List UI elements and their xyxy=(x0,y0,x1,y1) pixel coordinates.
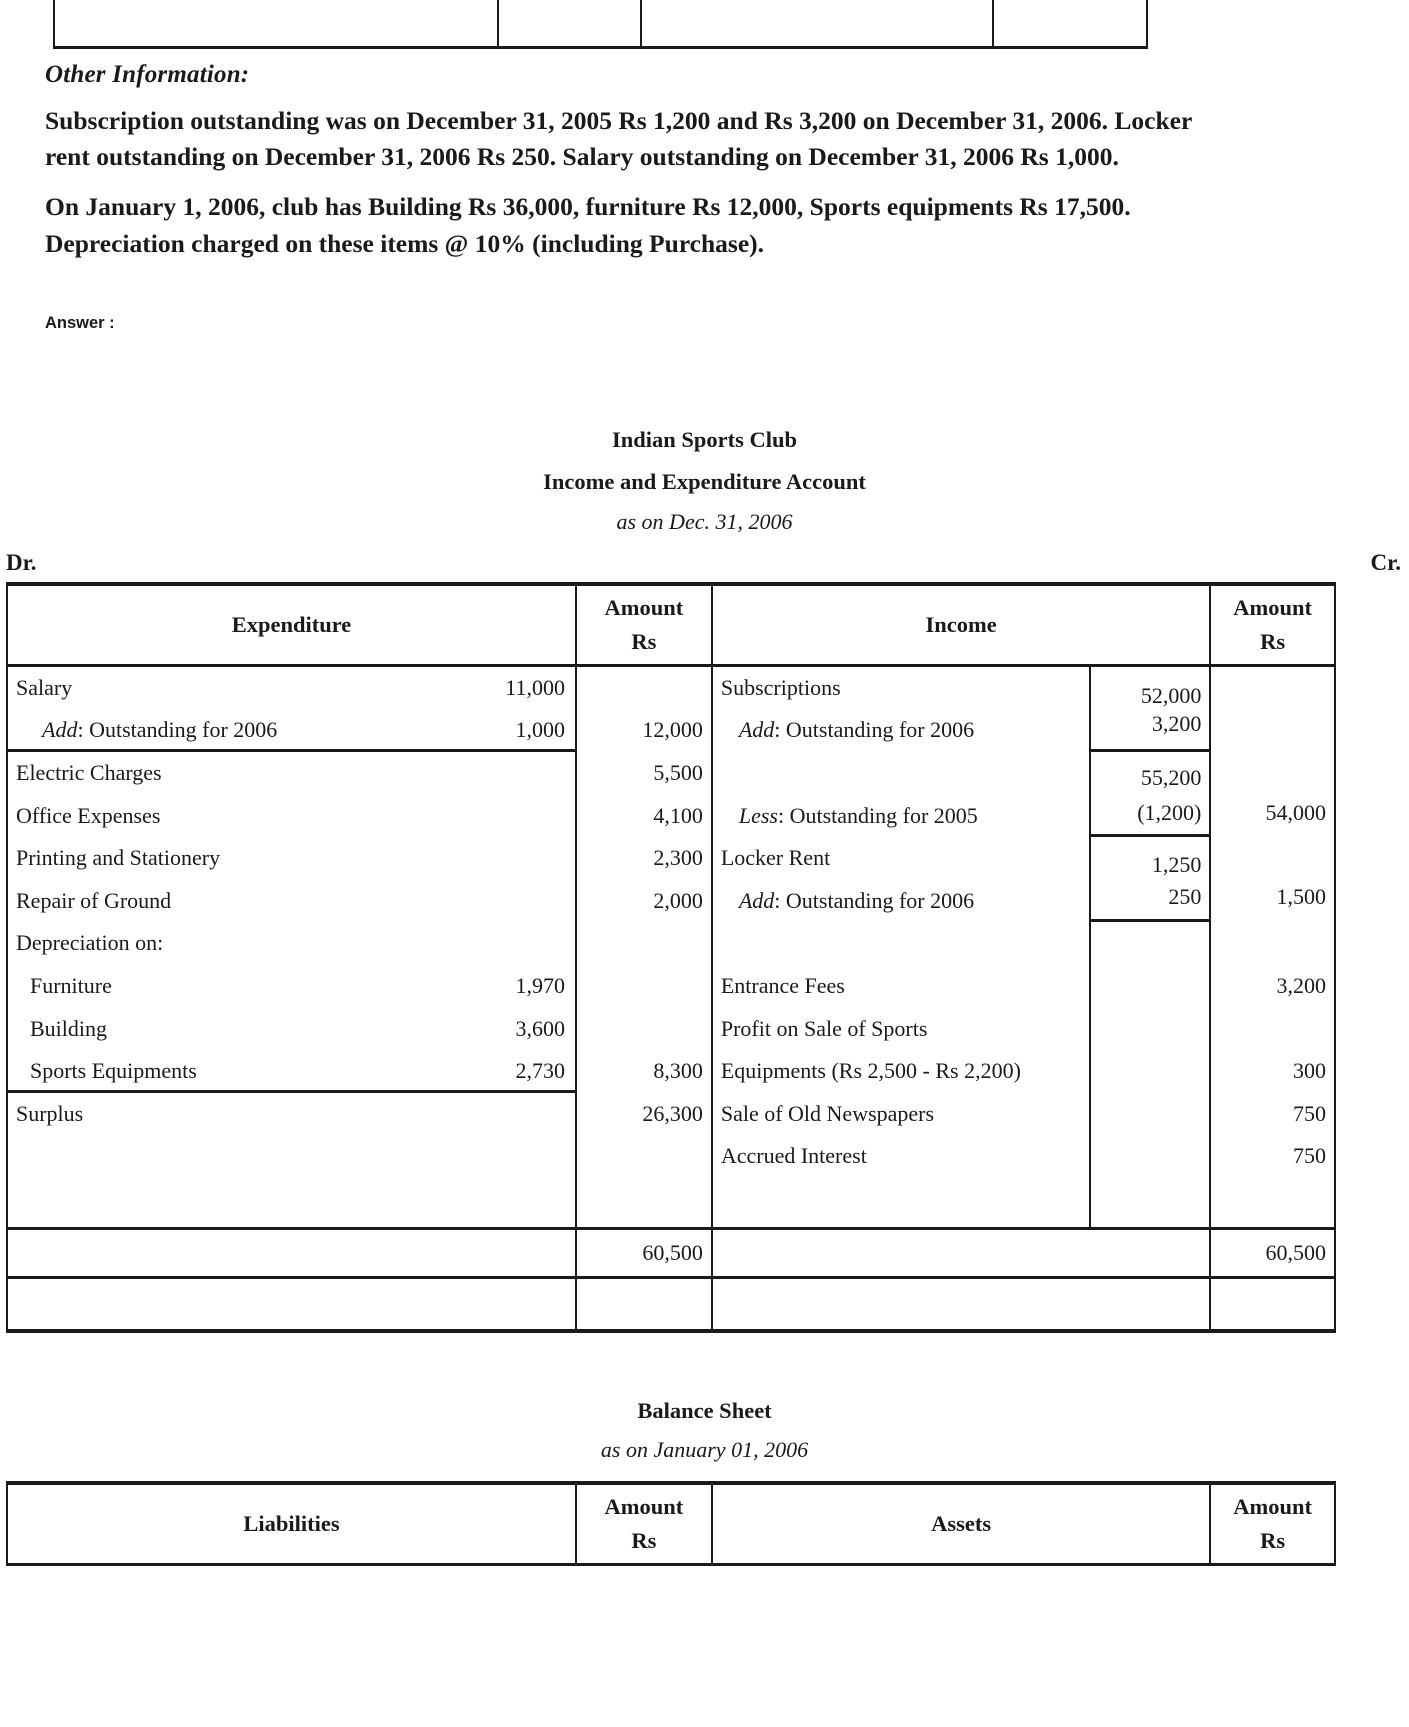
income-amount: 3,200 xyxy=(1276,973,1326,999)
income-subamount: (1,200) xyxy=(1091,795,1210,838)
income-label: Equipments (Rs 2,500 - Rs 2,200) xyxy=(720,1058,1021,1084)
income-amount: 1,500 xyxy=(1276,883,1326,909)
expenditure-label: Sports Equipments xyxy=(30,1058,197,1084)
income-label: Locker Rent xyxy=(720,845,831,871)
income-label: Subscriptions xyxy=(720,674,841,700)
income-label: Accrued Interest xyxy=(720,1143,867,1169)
income-subamount: 1,250 xyxy=(1151,852,1202,878)
tail-cell xyxy=(7,1277,576,1331)
income-label: Add: Outstanding for 2006 xyxy=(738,717,975,743)
credit-marker: Cr. xyxy=(1370,549,1401,575)
expenditure-subamount xyxy=(565,922,567,965)
column-header-amount-expenditure xyxy=(576,584,712,666)
expenditure-row xyxy=(8,667,575,710)
total-income: 60,500 xyxy=(1210,1228,1335,1277)
income-expenditure-table xyxy=(6,582,1336,1333)
expenditure-subamount xyxy=(565,795,567,838)
ledger-body-row xyxy=(7,665,1335,1228)
income-label xyxy=(713,922,1089,965)
income-subamount xyxy=(1091,1135,1210,1178)
income-label: Add: Outstanding for 2006 xyxy=(738,887,975,913)
column-header-expenditure: Expenditure xyxy=(7,584,576,666)
expenditure-row xyxy=(8,752,575,795)
income-amount xyxy=(1211,837,1334,880)
expenditure-label: Add: Outstanding for 2006 xyxy=(42,717,278,743)
expenditure-row xyxy=(8,837,575,880)
totals-spacer-income xyxy=(712,1228,1211,1277)
expenditure-row xyxy=(8,965,575,1008)
expenditure-subamount: 1,970 xyxy=(515,973,565,999)
expenditure-subamount: 11,000 xyxy=(505,674,565,700)
tail-cell xyxy=(576,1277,712,1331)
income-subamount: 3,200 xyxy=(1091,709,1210,752)
expenditure-label: Salary xyxy=(16,674,73,700)
fragment-cell xyxy=(54,0,498,48)
expenditure-label: Depreciation on: xyxy=(16,930,164,956)
balance-sheet-table xyxy=(6,1481,1336,1566)
expenditure-amount: 2,300 xyxy=(653,845,703,871)
expenditure-subamount: 2,730 xyxy=(515,1058,565,1084)
column-header-amount-assets xyxy=(1210,1483,1335,1565)
amount-label: Amount xyxy=(1233,1494,1313,1520)
income-subamount xyxy=(1091,965,1210,1008)
income-amount xyxy=(1211,667,1334,710)
tail-cell xyxy=(712,1277,1211,1331)
expenditure-row xyxy=(8,880,575,923)
tail-cell xyxy=(1210,1277,1335,1331)
amount-label: Amount xyxy=(604,1494,684,1520)
statement-period: as on Dec. 31, 2006 xyxy=(616,508,793,534)
previous-table-fragment xyxy=(53,0,1148,49)
expenditure-row xyxy=(8,1008,575,1051)
income-amount xyxy=(1211,922,1334,965)
expenditure-amount: 26,300 xyxy=(642,1100,703,1126)
income-amount xyxy=(1211,709,1334,752)
statement-heading xyxy=(40,419,1369,540)
income-subamount: 52,000 xyxy=(1140,682,1202,708)
expenditure-subamount: 3,600 xyxy=(515,1015,565,1041)
statement-title: Income and Expenditure Account xyxy=(543,468,866,494)
expenditure-row xyxy=(8,709,575,752)
balance-sheet-heading xyxy=(40,1391,1369,1469)
other-information-paragraph-2: On January 1, 2006, club has Building Rs 36,000, furniture Rs 12,000, Sports equipments Rs 17,500. Depreciation charged on these items @ 10% (including Purchase). xyxy=(45,192,1131,258)
column-header-assets: Assets xyxy=(712,1483,1211,1565)
expenditure-amount: 4,100 xyxy=(653,802,703,828)
table-header-row xyxy=(7,1483,1335,1565)
amount-label: Amount xyxy=(1233,595,1313,621)
expenditure-row xyxy=(8,1050,575,1093)
totals-row xyxy=(7,1228,1335,1277)
debit-marker: Dr. xyxy=(6,549,37,575)
expenditure-label: Repair of Ground xyxy=(16,887,172,913)
expenditure-amount xyxy=(577,922,711,965)
income-subamount xyxy=(1091,1050,1210,1093)
income-amount xyxy=(1211,1008,1334,1051)
expenditure-subamount xyxy=(565,880,567,923)
expenditure-entries-cell xyxy=(7,665,576,1228)
income-subamount: 250 xyxy=(1091,880,1210,923)
expenditure-amount: 8,300 xyxy=(653,1058,703,1084)
expenditure-subamount xyxy=(565,837,567,880)
expenditure-amount xyxy=(577,965,711,1008)
fragment-cell xyxy=(641,0,993,48)
income-subamount-cell xyxy=(1090,665,1211,1228)
income-label: Profit on Sale of Sports xyxy=(720,1015,928,1041)
income-amount xyxy=(1211,752,1334,795)
rs-label: Rs xyxy=(631,1527,657,1553)
balance-sheet-period: as on January 01, 2006 xyxy=(600,1437,809,1463)
expenditure-amount: 2,000 xyxy=(653,887,703,913)
expenditure-label: Building xyxy=(30,1015,108,1041)
income-amount: 750 xyxy=(1293,1143,1326,1169)
expenditure-label: Office Expenses xyxy=(16,802,161,828)
income-amount: 54,000 xyxy=(1265,799,1326,825)
expenditure-subamount: 1,000 xyxy=(515,717,565,743)
expenditure-amount xyxy=(577,1008,711,1051)
other-information-heading: Other Information: xyxy=(45,61,250,88)
amount-label: Amount xyxy=(604,595,684,621)
expenditure-amount-cell xyxy=(576,665,712,1228)
income-label: Sale of Old Newspapers xyxy=(720,1100,935,1126)
balance-sheet-title: Balance Sheet xyxy=(637,1397,772,1423)
entity-name: Indian Sports Club xyxy=(611,426,798,452)
debit-credit-markers xyxy=(6,549,1401,576)
income-amount-cell xyxy=(1210,665,1335,1228)
income-amount: 300 xyxy=(1293,1058,1326,1084)
income-subamount xyxy=(1091,1008,1210,1051)
table-row xyxy=(54,0,1147,48)
income-label xyxy=(713,752,1089,795)
ledger-tail-row xyxy=(7,1277,1335,1331)
fragment-cell xyxy=(498,0,641,48)
expenditure-subamount xyxy=(565,752,567,795)
expenditure-label: Printing and Stationery xyxy=(16,845,221,871)
income-label: Less: Outstanding for 2005 xyxy=(738,802,978,828)
total-expenditure: 60,500 xyxy=(576,1228,712,1277)
answer-label: Answer : xyxy=(45,313,115,332)
expenditure-row xyxy=(8,922,575,965)
column-header-income: Income xyxy=(712,584,1211,666)
expenditure-amount: 5,500 xyxy=(653,760,703,786)
expenditure-amount xyxy=(577,667,711,710)
income-entries-cell xyxy=(712,665,1090,1228)
rs-label: Rs xyxy=(1260,628,1286,654)
income-label: Entrance Fees xyxy=(720,973,845,999)
table-header-row xyxy=(7,584,1335,666)
column-header-amount-liabilities xyxy=(576,1483,712,1565)
expenditure-label: Furniture xyxy=(30,973,112,999)
column-header-amount-income xyxy=(1210,584,1335,666)
rs-label: Rs xyxy=(1260,1527,1286,1553)
fragment-cell xyxy=(993,0,1147,48)
totals-spacer-expenditure xyxy=(7,1228,576,1277)
expenditure-row xyxy=(8,1093,575,1136)
expenditure-amount: 12,000 xyxy=(642,717,703,743)
rs-label: Rs xyxy=(631,628,657,654)
income-subamount: 55,200 xyxy=(1140,765,1202,791)
column-header-liabilities: Liabilities xyxy=(7,1483,576,1565)
expenditure-row xyxy=(8,795,575,838)
expenditure-subamount xyxy=(565,1093,567,1136)
income-amount: 750 xyxy=(1293,1100,1326,1126)
expenditure-label: Surplus xyxy=(16,1100,84,1126)
income-subamount xyxy=(1091,1093,1210,1136)
other-information-paragraph-1: Subscription outstanding was on December 31, 2005 Rs 1,200 and Rs 3,200 on December 31, 2006. Locker rent outstanding on December 31, 2006 Rs 250. Salary outstanding on December 31, 2006 Rs 1,000. xyxy=(45,106,1192,172)
expenditure-label: Electric Charges xyxy=(16,760,162,786)
income-subamount xyxy=(1091,922,1210,965)
